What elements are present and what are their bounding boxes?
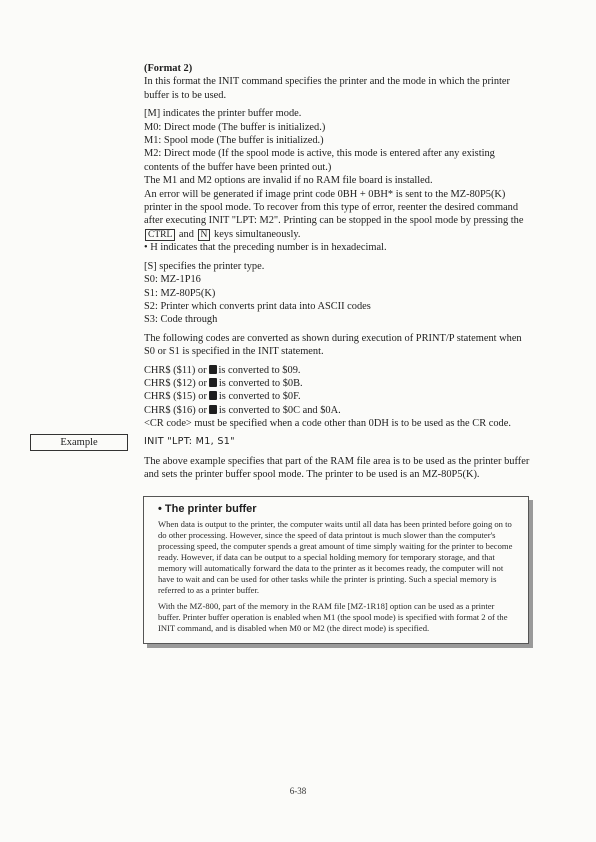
m2-option: M2: Direct mode (If the spool mode is active, this mode is entered after any existing contents of the buffer have been printed out.) [144,148,495,173]
conversion-code: CHR$ ($11) or [144,364,207,376]
the-printer-buffer-box [143,496,529,644]
spool-error-tail: keys simultaneously. [214,228,301,240]
conversion-row [144,364,532,377]
conversion-intro: The following codes are converted as shown during execution of PRINT/P statement when S0 or S1 is specified in the INIT statement. [144,332,522,358]
s0-option: S0: MZ-1P16 [144,274,201,286]
intro-paragraph: In this format the INIT command specifies the printer and the mode in which the printer buffer is to be used. [144,76,510,101]
s2-option: S2: Printer which converts print data into ASCII codes [144,300,371,312]
conversion-row [144,390,532,403]
conversion-code: CHR$ ($15) or [144,391,207,403]
conversion-code: CHR$ ($16) or [144,404,207,416]
cr-code-note: <CR code> must be specified when a code other than 0DH is to be used as the CR code. [144,418,511,430]
example-label: Example [30,434,128,451]
conversion-result: is converted to $0C and $0A. [218,404,341,416]
conversion-row [144,377,532,390]
example-code: INIT "LPT: M1, S1" [144,436,235,447]
box-paragraph: When data is output to the printer, the computer waits until all data has been printed before going on to do other processing. However, since the speed of data printout is much slower than the computer's processing speed, the computer spends a great amount of time simply waiting for the printer to become ready. However, if data can be output to a special holding memory for temporary storage, and that memory will automatically forward the data to the printer as it becomes ready, the computer will not have to wait and can be used for other tasks while the printer is printing. Such a special memory is referred to as a printer buffer. [158,519,513,595]
ctrl-key: CTRL [145,229,175,241]
format-heading: (Format 2) [144,63,193,74]
graphic-key-icon [209,391,217,400]
page-number: 6-38 [289,786,307,796]
box-body [158,519,518,639]
box-paragraph: With the MZ-800, part of the memory in the RAM file [MZ-1R18] option can be used as a printer buffer. Printer buffer operation is enabled when M1 (the spool mode) is specified with format 2 of the INIT command, and is disabled when M0 or M2 (the direct mode) is specified. [158,601,508,633]
graphic-key-icon [209,405,217,414]
m0-option: M0: Direct mode (The buffer is initialized.) [144,121,326,133]
graphic-key-icon [209,365,217,374]
s1-option: S1: MZ-80P5(K) [144,287,216,299]
box-title: • The printer buffer [158,503,257,515]
example-section [144,435,532,448]
hex-note: • H indicates that the preceding number is in hexadecimal. [144,242,387,254]
conversion-result: is converted to $0B. [218,377,303,389]
ram-board-note: The M1 and M2 options are invalid if no RAM file board is installed. [144,175,433,187]
main-text-column [144,62,532,431]
conversion-result: is converted to $0F. [218,391,301,403]
spool-error-text: An error will be generated if image print code 0BH + 0BH* is sent to the MZ-80P5(K) printer in the spool mode. To recover from this type of error, reenter the desired command after executing INIT "LPT: M2". Printing can be stopped in the spool mode by pressing the [144,188,524,227]
s-param-title: [S] specifies the printer type. [144,260,265,272]
example-explanation: The above example specifies that part of the RAM file area is to be used as the printer buffer and sets the printer buffer spool mode. The printer to be used is an MZ-80P5(K). [144,456,530,481]
conversion-row [144,404,532,417]
spool-error-note [144,188,532,242]
n-key: N [198,229,211,241]
and-text: and [178,228,194,240]
graphic-key-icon [209,378,217,387]
conversion-result: is converted to $09. [218,364,301,376]
example-explanation-block [144,455,532,482]
s3-option: S3: Code through [144,314,218,326]
m1-option: M1: Spool mode (The buffer is initialized.) [144,135,324,147]
conversion-code: CHR$ ($12) or [144,377,207,389]
m-param-title: [M] indicates the printer buffer mode. [144,108,302,120]
